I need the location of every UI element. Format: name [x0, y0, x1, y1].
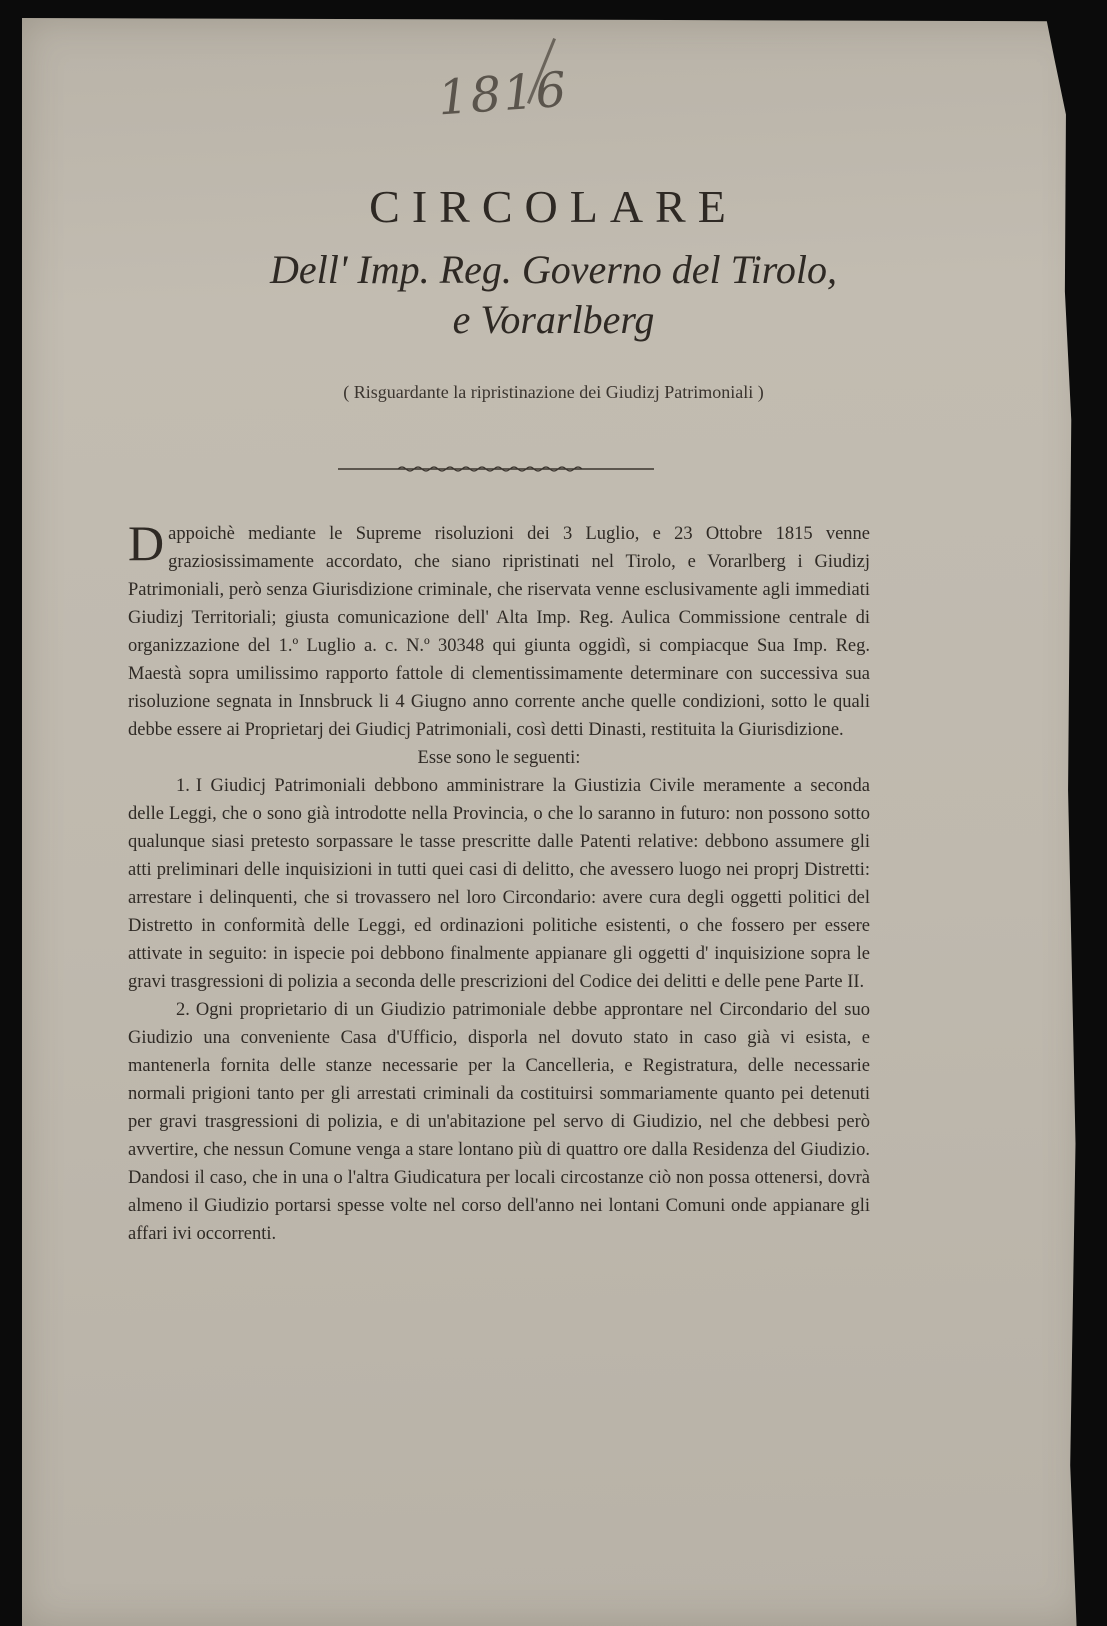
subtitle-line-2: e Vorarlberg [452, 297, 655, 342]
subject-note: ( Risguardante la ripristinazione dei Giudizj Patrimoniali ) [343, 382, 764, 402]
subtitle-line-1: Dell' Imp. Reg. Governo del Tirolo, [270, 247, 837, 292]
handwritten-year: 1816 [436, 61, 570, 127]
article-number: 2. [176, 1000, 190, 1020]
drop-cap: D [128, 515, 165, 571]
article-text: I Giudicj Patrimoniali debbono amministrare la Giustizia Civile meramente a seconda delle Leggi, che o sono già introdotte nella Provincia, o che lo saranno in futuro: non possono sotto qualunque siasi pretesto sorpassare le tasse prescritte dalle Patenti relative: debbono assumere gli atti preliminari delle inquisizioni in tutti quei casi di delitto, che avessero luogo nei proprj Distretti: arrestare i delinquenti, che si trovassero nel loro Circondario: avere cura degli oggetti politici del Distretto in conformità delle Leggi, ed ordinazioni politiche esistenti, o che fossero per essere attivate in seguito: in ispecie poi debbono finalmente appianare gli oggetti d' inquisizione sopra le gravi trasgressioni di polizia a seconda delle prescrizioni del Codice dei delitti e delle pene Parte II. [128, 776, 870, 992]
article-item [128, 996, 870, 1248]
intro-text: appoichè mediante le Supreme risoluzioni dei 3 Luglio, e 23 Ottobre 1815 venne graziosissimamente accordato, che siano ripristinati nel Tirolo, e Vorarlberg i Giudizj Patrimoniali, però senza Giurisdizione criminale, che riservata venne esclusivamente agli immediati Giudizj Territoriali; giusta comunicazione dell' Alta Imp. Reg. Aulica Commissione centrale di organizzazione del 1.º Luglio a. c. N.º 30348 qui giunta oggidì, si compiacque Sua Imp. Reg. Maestà sopra umilissimo rapporto fattole di clementissimamente determinare con successiva sua risoluzione segnata in Innsbruck li 4 Giugno anno corrente anche quelle condizioni, sotto le quali debbe essere ai Proprietarj dei Giudicj Patrimoniali, così detti Dinasti, restituita la Giurisdizione. [128, 524, 870, 740]
document-title: CIRCOLARE [369, 181, 738, 232]
lead-line: Esse sono le seguenti: [417, 748, 581, 768]
intro-paragraph [128, 515, 870, 744]
document-subtitle [0, 245, 1107, 345]
document-body [128, 515, 870, 1248]
article-item [128, 772, 870, 996]
decorative-rule [338, 464, 654, 474]
article-text: Ogni proprietario di un Giudizio patrimoniale debbe approntare nel Circondario del suo Giudizio una conveniente Casa d'Ufficio, disporla nel dovuto stato in caso già vi esista, e mantenerla fornita delle stanze necessarie per la Cancelleria, e Registratura, delle necessarie normali prigioni tanto per gli arrestati criminali da costituirsi sommariamente quanto pei detenuti per gravi trasgressioni di polizia, e di un'abitazione pel servo di Giudizio, nel che debbesi però avvertire, che nessun Comune venga a stare lontano più di quattro ore dalla Residenza del Giudizio. Dandosi il caso, che in una o l'altra Giudicatura per locali circostanze ciò non possa ottenersi, dovrà almeno il Giudizio portarsi spesse volte nel corso dell'anno nei lontani Comuni onde appianare gli affari ivi occorrenti. [128, 1000, 870, 1244]
article-number: 1. [176, 776, 190, 796]
